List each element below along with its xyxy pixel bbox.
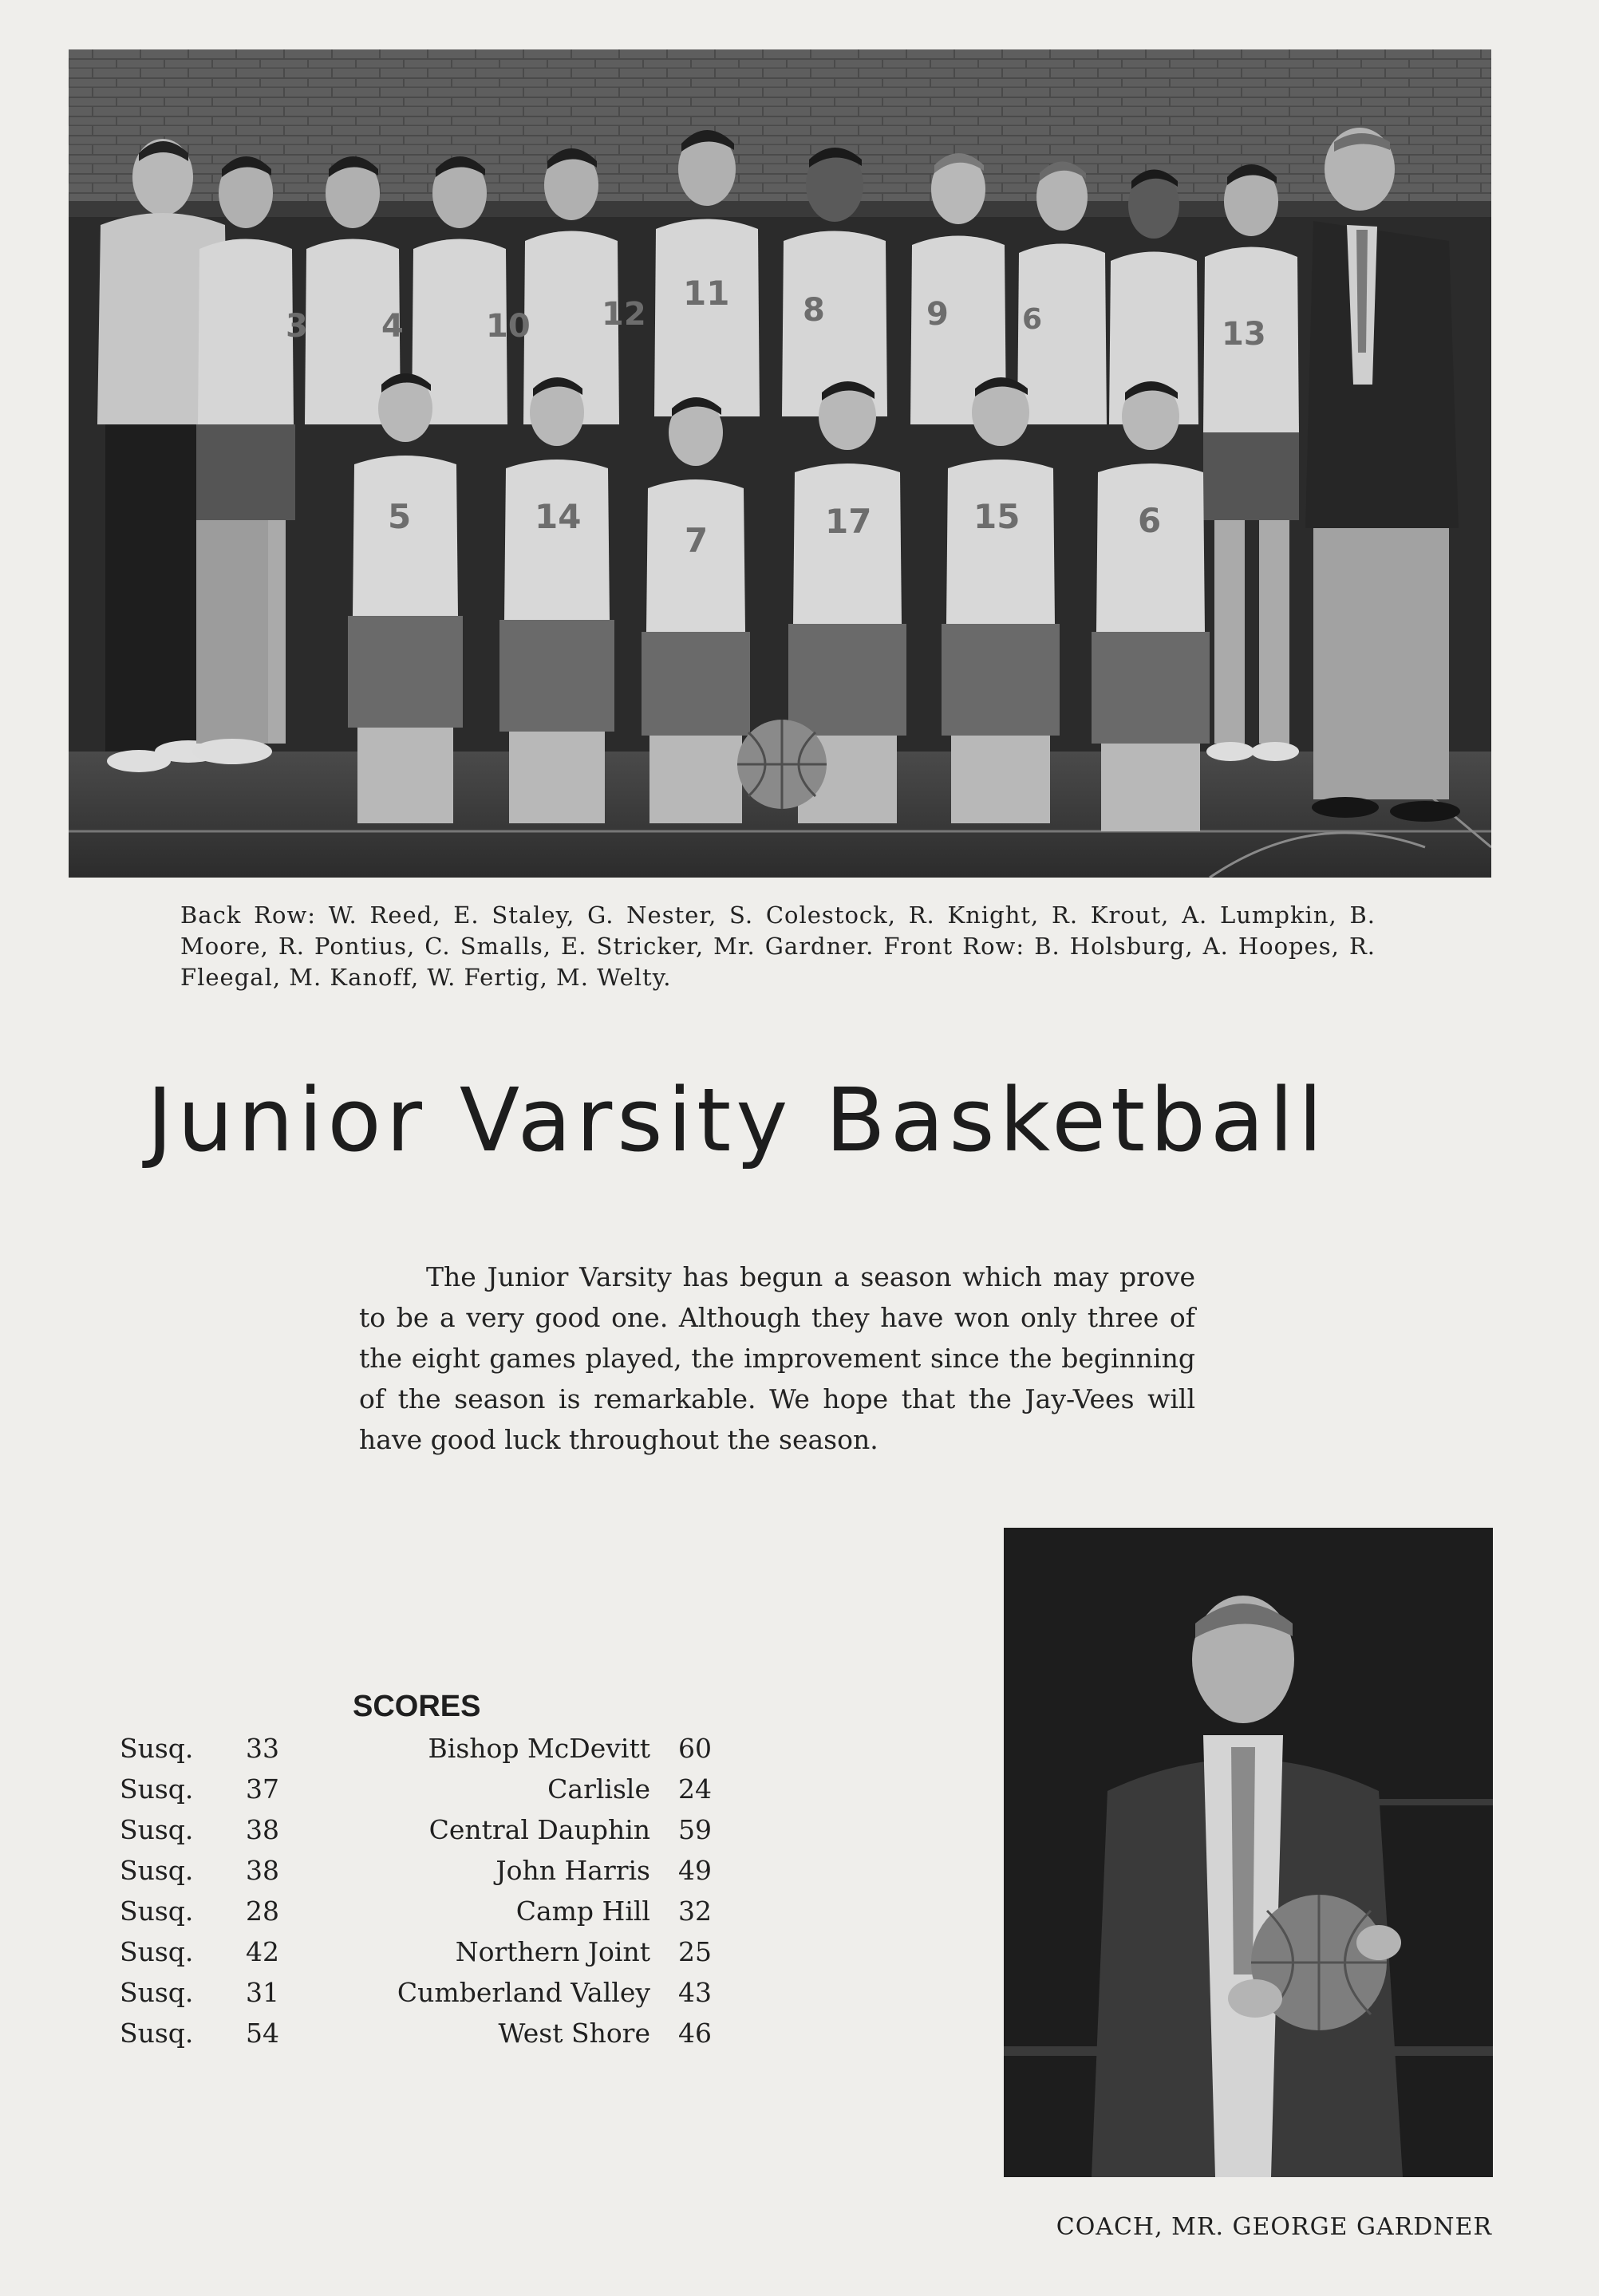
score-row [120,1773,726,1814]
score-team: Susq. [120,1814,194,1845]
opponent-name: Bishop McDevitt [428,1733,650,1764]
opponent-name: Central Dauphin [428,1814,650,1845]
score-value: 37 [246,1773,279,1805]
score-value: 38 [246,1814,279,1845]
opponent-score: 59 [678,1814,712,1845]
opponent-score: 49 [678,1855,712,1886]
jersey-number: 7 [685,521,709,560]
score-row [120,1896,726,1936]
jersey-number: 17 [825,502,872,541]
score-value: 42 [246,1936,279,1967]
jersey-number: 6 [1138,501,1162,540]
score-team: Susq. [120,1977,194,2008]
score-team: Susq. [120,1733,194,1764]
jersey-number: 12 [602,296,646,333]
score-value: 33 [246,1733,279,1764]
jersey-number: 9 [926,296,949,333]
score-row [120,2018,726,2058]
jersey-number: 8 [803,292,825,329]
scores-table [120,1733,726,2058]
jersey-number: 11 [683,274,730,313]
intro-paragraph [359,1256,1195,1460]
jersey-number: 6 [1022,303,1043,336]
team-photo-caption: Back Row: W. Reed, E. Staley, G. Nester, S. Colestock, R. Knight, R. Krout, A. Lumpkin, B. Moore, R. Pontius, C. Smalls, E. Stricker, Mr. Gardner. Front Row: B. Holsburg, A. Hoopes, R. Fleegal, M. Kanoff, W. Fertig, M. Welty. [180,901,1376,991]
opponent-name: Cumberland Valley [397,1977,650,2008]
jersey-number: 14 [535,497,582,536]
score-team: Susq. [120,1936,194,1967]
jersey-number: 3 [286,308,308,345]
score-row [120,1855,726,1896]
opponent-name: Northern Joint [455,1936,650,1967]
score-value: 31 [246,1977,279,2008]
intro-text: The Junior Varsity has begun a season which may prove to be a very good one. Although they have won only three of the eight games played, the improvement since the beginning of the season is remarkable. We hope that the Jay-Vees will have good luck throughout the season. [359,1261,1195,1455]
score-row [120,1733,726,1773]
score-row [120,1977,726,2018]
team-photo-illustration [69,49,1491,878]
opponent-name: Carlisle [547,1773,650,1805]
score-team: Susq. [120,1855,194,1886]
team-photo [69,49,1491,878]
jersey-number: 13 [1222,316,1266,353]
opponent-score: 43 [678,1977,712,2008]
scores-heading: SCORES [353,1690,481,1723]
coach-caption: COACH, MR. GEORGE GARDNER [1056,2213,1492,2241]
score-row [120,1936,726,1977]
opponent-score: 32 [678,1896,712,1927]
score-value: 54 [246,2018,279,2049]
jersey-number: 15 [973,497,1021,536]
opponent-score: 60 [678,1733,712,1764]
opponent-name: Camp Hill [515,1896,650,1927]
coach-photo-illustration [1004,1528,1493,2177]
coach-photo [1004,1528,1493,2177]
opponent-score: 25 [678,1936,712,1967]
page-title: Junior Varsity Basketball [147,1069,1328,1171]
jersey-number: 5 [388,497,412,536]
opponent-name: West Shore [498,2018,650,2049]
score-row [120,1814,726,1855]
score-team: Susq. [120,2018,194,2049]
score-team: Susq. [120,1896,194,1927]
score-value: 28 [246,1896,279,1927]
opponent-name: John Harris [495,1855,650,1886]
opponent-score: 24 [678,1773,712,1805]
opponent-score: 46 [678,2018,712,2049]
jersey-number: 4 [381,308,404,345]
score-value: 38 [246,1855,279,1886]
jersey-number: 10 [486,308,531,345]
score-team: Susq. [120,1773,194,1805]
